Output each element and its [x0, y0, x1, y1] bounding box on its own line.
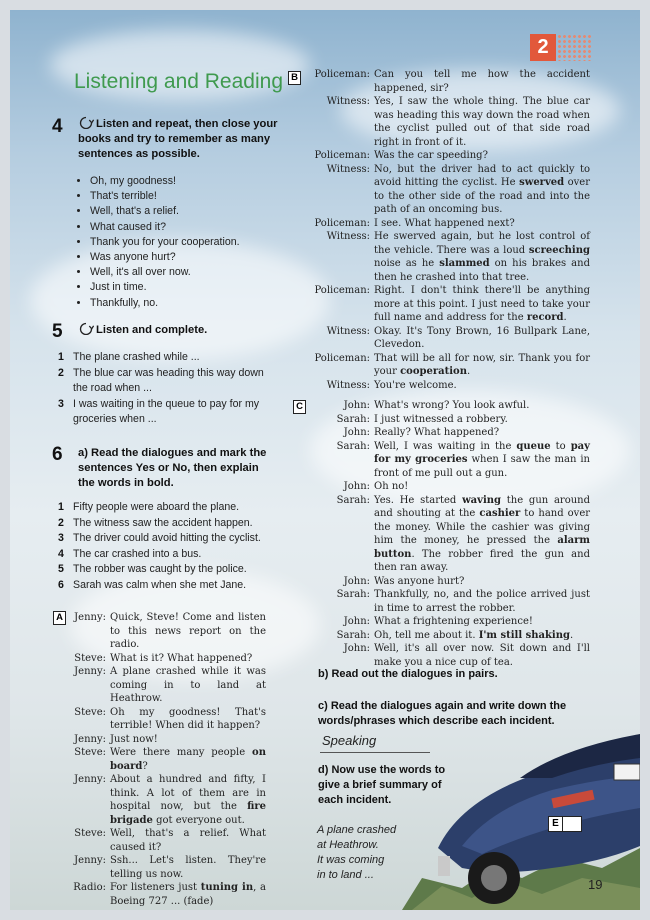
- dialogue-line: Witness: He swerved again, but he lost control of the vehicle. There was a loud screeching noise as he slammed on his brakes and then he crashed into that tree.: [326, 231, 590, 283]
- exercise-4-instruction: Listen and repeat, then close your books and try to remember as many sentences as possible.: [78, 118, 278, 160]
- car-photo: [402, 728, 640, 910]
- dialogue-b: [306, 68, 590, 392]
- dialogue-line: Witness: Yes, I saw the whole thing. The blue car was heading this way down the road when the cyclist pulled out of that side road right in front of it.: [326, 96, 590, 148]
- exercise-5-list: [58, 350, 268, 428]
- dialogue-line: Witness: You're welcome.: [326, 379, 457, 391]
- list-item: • That's terrible!: [90, 189, 290, 204]
- speaking-heading: Speaking: [322, 733, 377, 748]
- dialogue-line: Witness: Okay. It's Tony Brown, 16 Bullpark Lane, Clevedon.: [326, 325, 590, 350]
- exercise-5-number: 5: [52, 321, 63, 342]
- dialogue-line: Sarah: Thankfully, no, and the police arrived just in time to arrest the robber.: [336, 589, 590, 614]
- list-item: 2 The witness saw the accident happen.: [58, 516, 253, 529]
- dialogue-line: John: What's wrong? You look awful.: [343, 400, 530, 411]
- unit-badge-dots: [557, 34, 591, 61]
- exercise-4-number: 4: [52, 116, 63, 137]
- list-item: 3 The driver could avoid hitting the cyclist.: [58, 532, 261, 544]
- dialogue-line: Policeman: Was the car speeding?: [314, 150, 488, 161]
- section-title: Listening and Reading: [74, 70, 283, 93]
- list-item: 5 The robber was caught by the police.: [58, 563, 247, 575]
- dialogue-a-label: A: [53, 611, 66, 625]
- dialogue-line: Jenny: Quick, Steve! Come and listen to this news report on the radio.: [74, 612, 266, 650]
- list-item: 2 The blue car was heading this way down the road when ...: [58, 366, 264, 394]
- list-item: • Was anyone hurt?: [90, 250, 290, 265]
- dialogue-line: Steve: Well, that's a relief. What caused it?: [74, 828, 266, 853]
- dialogue-line: John: Was anyone hurt?: [343, 575, 465, 587]
- dialogue-line: Jenny: About a hundred and fifty, I think. A lot of them are in hospital now, but the fire brigade got everyone out.: [74, 774, 266, 826]
- dialogue-line: Policeman: That will be all for now, sir. Thank you for your cooperation.: [314, 352, 590, 377]
- dialogue-line: Sarah: Oh, tell me about it. I'm still shaking.: [336, 629, 574, 641]
- dialogue-line: Jenny: A plane crashed while it was coming in to land at Heathrow.: [74, 666, 266, 704]
- exercise-6-number: 6: [52, 444, 63, 465]
- list-item: 1 Fifty people were aboard the plane.: [58, 501, 240, 513]
- list-item: 4 The car crashed into a bus.: [58, 547, 202, 560]
- dialogue-line: Policeman: Can you tell me how the accident happened, sir?: [314, 69, 590, 94]
- dialogue-line: Steve: Were there many people on board?: [74, 747, 266, 772]
- dialogue-line: Witness: No, but the driver had to act quickly to avoid hitting the cyclist. He swerved over to the other side of the road and into the path of an oncoming bus.: [326, 163, 590, 215]
- dialogue-line: Steve: Oh my goodness! That's terrible! When did it happen?: [74, 706, 266, 731]
- dialogue-line: Sarah: I just witnessed a robbery.: [336, 413, 508, 425]
- list-item: • Thank you for your cooperation.: [90, 235, 290, 250]
- example-answer: A plane crashed at Heathrow. It was coming in to land ...: [317, 824, 397, 881]
- dialogue-a: [66, 611, 266, 908]
- dialogue-line: Jenny: Just now!: [74, 733, 158, 745]
- list-item: • Thankfully, no.: [90, 296, 290, 311]
- dialogue-b-label: B: [288, 71, 301, 85]
- page-number: 19: [588, 877, 603, 892]
- exercise-5-instruction: Listen and complete.: [78, 322, 278, 338]
- dialogue-line: Radio: For listeners just tuning in, a Boeing 727 ... (fade): [73, 882, 266, 907]
- list-item: • What caused it?: [90, 220, 290, 235]
- dialogue-line: John: What a frightening experience!: [343, 616, 533, 627]
- cd-icon: [78, 322, 94, 335]
- dialogue-line: John: Well, it's all over now. Sit down and I'll make you a nice cup of tea.: [343, 643, 590, 668]
- exercise-6a-instruction: a) Read the dialogues and mark the sentences Yes or No, then explain the words in bold.: [78, 447, 267, 489]
- exercise-4-list: [76, 174, 290, 311]
- cd-icon: [78, 116, 94, 129]
- exercise-6-list: [58, 500, 273, 593]
- textbook-page: [10, 10, 640, 910]
- dialogue-line: Sarah: Well, I was waiting in the queue to pay for my groceries when I saw the man in front of me pull out a gun.: [336, 440, 590, 479]
- dialogue-line: Policeman: I see. What happened next?: [314, 217, 515, 229]
- photo-label-box: [548, 816, 582, 832]
- list-item: • Just in time.: [90, 280, 290, 295]
- dialogue-line: Sarah: Yes. He started waving the gun around and shouting at the cashier to hand over the money. While the cashier was giving him the money, he pressed the alarm button. The robber fired the gun and then ran away.: [336, 494, 591, 573]
- dialogue-line: Jenny: Ssh... Let's listen. They're telling us now.: [74, 855, 266, 880]
- speaking-divider: [320, 752, 430, 753]
- dialogue-line: Steve: What is it? What happened?: [74, 652, 253, 664]
- dialogue-line: John: Oh no!: [343, 481, 409, 492]
- photo-label: E: [549, 817, 563, 831]
- dialogue-line: John: Really? What happened?: [343, 427, 500, 438]
- list-item: 3 I was waiting in the queue to pay for my groceries when ...: [58, 397, 260, 425]
- exercise-6d-instruction: d) Now use the words to give a brief summary of each incident.: [318, 764, 446, 806]
- list-item: • Oh, my goodness!: [90, 174, 290, 189]
- unit-badge: 2: [530, 34, 556, 61]
- exercise-6b-instruction: b) Read out the dialogues in pairs.: [318, 668, 498, 680]
- dialogue-line: Policeman: Right. I don't think there'll be anything more at this point. I just need to take your full name and address for the record.: [314, 285, 590, 323]
- list-item: 6 Sarah was calm when she met Jane.: [58, 578, 247, 591]
- dialogue-c: [312, 399, 590, 669]
- exercise-6c-instruction: c) Read the dialogues again and write down the words/phrases which describe each incident.: [318, 700, 567, 727]
- list-item: 1 The plane crashed while ...: [58, 351, 200, 363]
- list-item: • Well, that's a relief.: [90, 204, 290, 219]
- list-item: • Well, it's all over now.: [90, 265, 290, 280]
- dialogue-c-label: C: [293, 400, 306, 414]
